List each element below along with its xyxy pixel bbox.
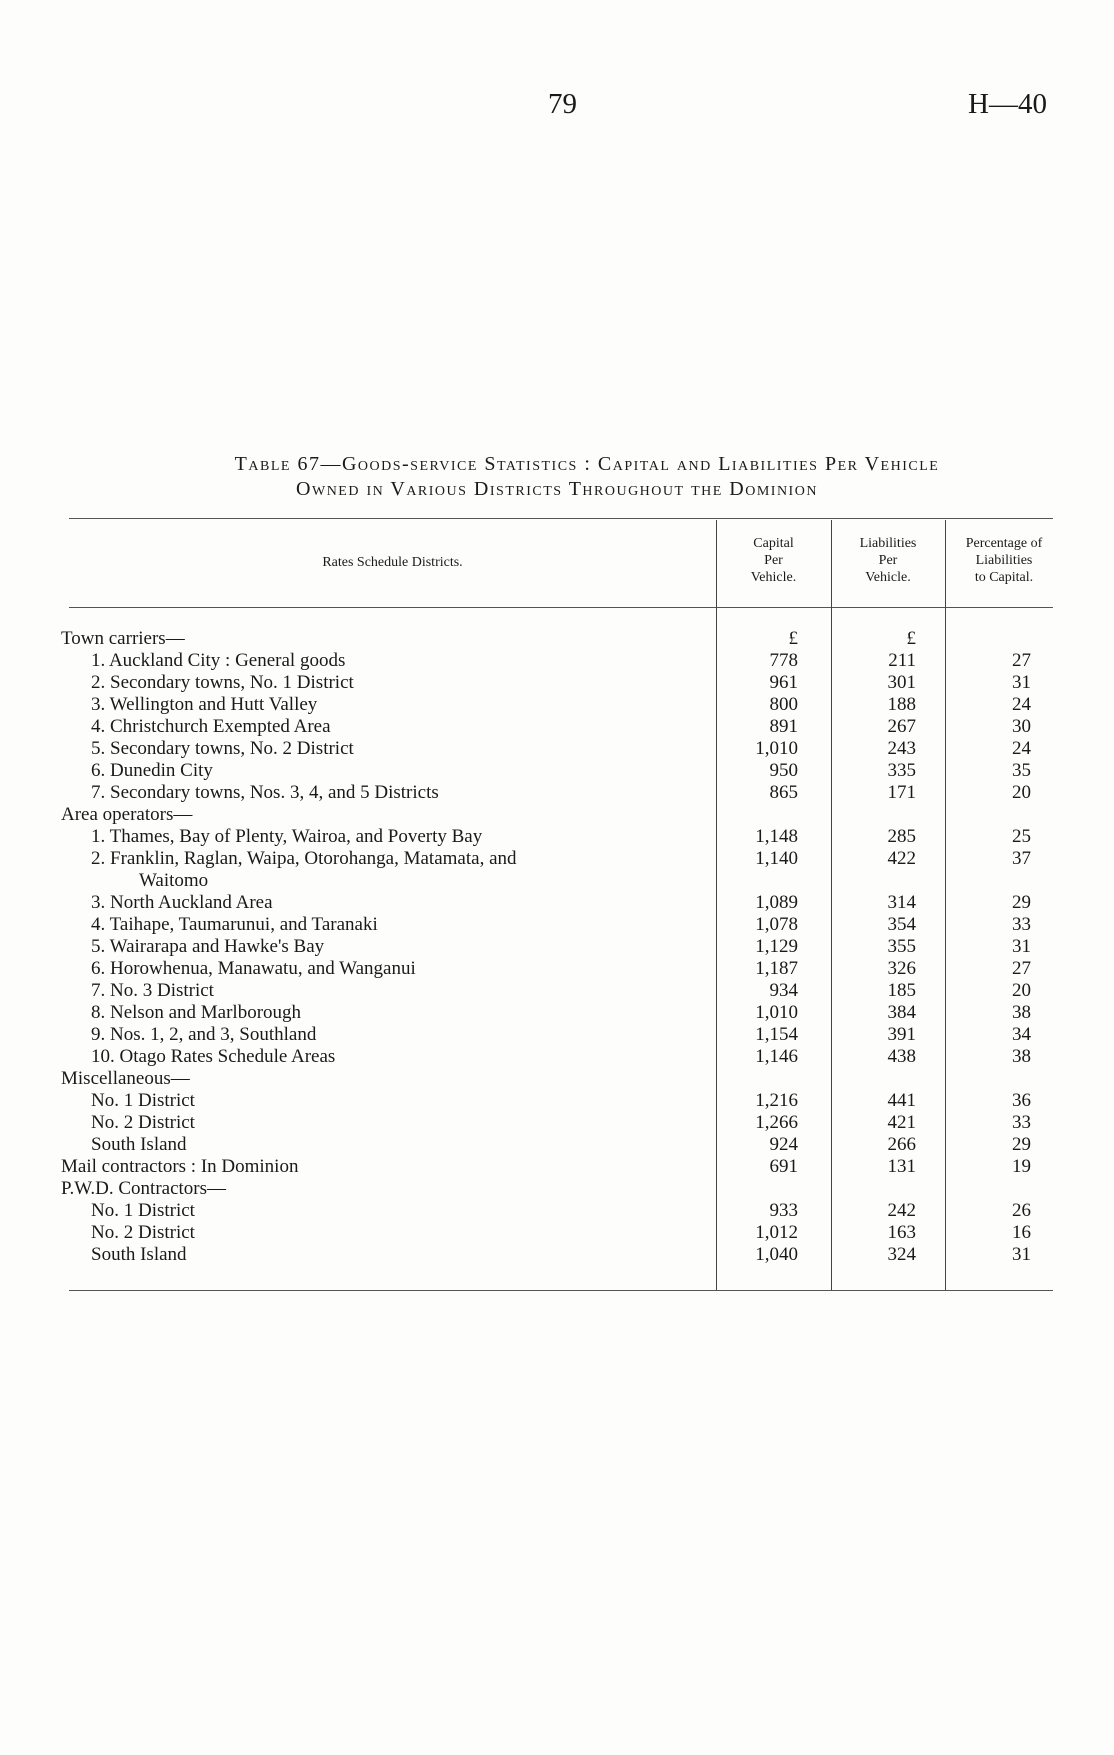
table-row [69,826,1053,848]
table-top-rule [69,518,1053,519]
percentage-value: 33 [1012,1112,1031,1133]
percentage-value: 36 [1012,1090,1031,1111]
row-label: 6. Dunedin City [91,760,213,781]
table-row [69,1134,1053,1156]
table-row [69,980,1053,1002]
row-label: 6. Horowhenua, Manawatu, and Wanganui [91,958,416,979]
liabilities-value: 422 [887,848,916,869]
title-line-2: Owned in Various Districts Throughout the Dominion [296,478,818,500]
liabilities-value: 438 [887,1046,916,1067]
header-text: Per [878,553,898,568]
table-row [69,848,1053,870]
liabilities-value: 301 [887,672,916,693]
title-line-1: Table 67—Goods-service Statistics : Capital and Liabilities Per Vehicle [234,453,940,475]
percentage-value: 38 [1012,1046,1031,1067]
table-row [69,870,1053,892]
percentage-value: 33 [1012,914,1031,935]
table-row [69,1024,1053,1046]
row-label: 5. Secondary towns, No. 2 District [91,738,354,759]
row-label: P.W.D. Contractors— [61,1178,227,1199]
row-label: 4. Taihape, Taumarunui, and Taranaki [91,914,378,935]
capital-value: 778 [769,650,798,671]
capital-value: 1,040 [755,1244,798,1265]
liabilities-value: 211 [888,650,916,671]
table-row [69,782,1053,804]
liabilities-value: 131 [887,1156,916,1177]
percentage-value: 34 [1012,1024,1031,1045]
page-number: 79 [548,88,577,120]
row-label: 3. Wellington and Hutt Valley [91,694,318,715]
row-label: No. 1 District [91,1090,195,1111]
row-label: 3. North Auckland Area [91,892,273,913]
table-row [69,1090,1053,1112]
table-row [61,628,1053,650]
table-row [69,716,1053,738]
percentage-value: 24 [1012,694,1031,715]
capital-value: 961 [769,672,798,693]
capital-value: 1,012 [755,1222,798,1243]
table-row [69,1112,1053,1134]
percentage-value: 29 [1012,1134,1031,1155]
header-bottom-rule [69,607,1053,608]
table-row [61,1068,1053,1090]
percentage-value: 19 [1012,1156,1031,1177]
row-label: 7. Secondary towns, Nos. 3, 4, and 5 Districts [91,782,439,803]
row-label: 7. No. 3 District [91,980,214,1001]
liabilities-value: 314 [887,892,916,913]
percentage-value: 26 [1012,1200,1031,1221]
liabilities-value: 324 [887,1244,916,1265]
liabilities-value: 421 [887,1112,916,1133]
capital-value: 865 [769,782,798,803]
percentage-value: 29 [1012,892,1031,913]
row-label: 2. Secondary towns, No. 1 District [91,672,354,693]
liabilities-value: 441 [887,1090,916,1111]
liabilities-value: 335 [887,760,916,781]
capital-value: 1,146 [755,1046,798,1067]
row-label: Area operators— [61,804,193,825]
capital-value: 1,266 [755,1112,798,1133]
table-body [61,628,1053,1266]
header-liabilities [831,535,945,586]
table-row [69,1046,1053,1068]
liabilities-value: 326 [887,958,916,979]
table-title [0,452,1114,502]
liabilities-value: 185 [887,980,916,1001]
percentage-value: 31 [1012,936,1031,957]
header-text: Vehicle. [865,570,911,585]
row-label: Miscellaneous— [61,1068,190,1089]
row-label: South Island [91,1134,187,1155]
row-label: Mail contractors : In Dominion [61,1156,299,1177]
percentage-value: 25 [1012,826,1031,847]
percentage-value: 31 [1012,672,1031,693]
percentage-value: 37 [1012,848,1031,869]
liabilities-value: 266 [887,1134,916,1155]
table-row [69,672,1053,694]
capital-value: 934 [769,980,798,1001]
header-text: Capital [753,536,794,551]
row-label: 1. Thames, Bay of Plenty, Wairoa, and Poverty Bay [91,826,483,847]
capital-value: 691 [769,1156,798,1177]
capital-value: 1,010 [755,1002,798,1023]
header-text: Vehicle. [750,570,797,585]
percentage-value: 20 [1012,782,1031,803]
capital-value: 1,010 [755,738,798,759]
table-row [69,738,1053,760]
header-capital [716,535,831,586]
liabilities-value: 188 [887,694,916,715]
row-label: Waitomo [139,870,209,891]
row-label: South Island [91,1244,187,1265]
header-text: Liabilities [975,553,1033,568]
table-row [69,936,1053,958]
header-text: to Capital. [974,570,1034,585]
table-row [69,914,1053,936]
capital-value: 891 [769,716,798,737]
capital-value: 1,154 [755,1024,798,1045]
table-row [69,760,1053,782]
capital-value: 1,089 [755,892,798,913]
header-text: Liabilities [859,536,917,551]
percentage-value: 35 [1012,760,1031,781]
liabilities-value: 171 [887,782,916,803]
liabilities-value: 267 [887,716,916,737]
percentage-value: 27 [1012,958,1031,979]
liabilities-value: 163 [887,1222,916,1243]
row-label: 10. Otago Rates Schedule Areas [91,1046,336,1067]
header-text: Per [764,553,783,568]
liabilities-value: 242 [887,1200,916,1221]
capital-value: 1,078 [755,914,798,935]
row-label: 1. Auckland City : General goods [91,650,346,671]
liabilities-value: 243 [887,738,916,759]
table-row [69,1200,1053,1222]
row-label: 9. Nos. 1, 2, and 3, Southland [91,1024,317,1045]
capital-value: 1,187 [755,958,798,979]
liabilities-value: 355 [887,936,916,957]
header-districts: Rates Schedule Districts. [322,555,463,570]
table-row [69,1002,1053,1024]
table-row [69,892,1053,914]
row-label: 5. Wairarapa and Hawke's Bay [91,936,325,957]
row-label: 4. Christchurch Exempted Area [91,716,331,737]
capital-value: 800 [769,694,798,715]
row-label: No. 1 District [91,1200,195,1221]
header-percentage [945,535,1063,586]
percentage-value: 24 [1012,738,1031,759]
table-bottom-rule [69,1290,1053,1291]
percentage-value: 20 [1012,980,1031,1001]
row-label: No. 2 District [91,1222,195,1243]
percentage-value: 38 [1012,1002,1031,1023]
table-row [61,1156,1053,1178]
table-row [69,694,1053,716]
row-label: 2. Franklin, Raglan, Waipa, Otorohanga, Matamata, and [91,848,517,869]
capital-value: 1,216 [755,1090,798,1111]
row-label: Town carriers— [61,628,185,649]
table-row [69,650,1053,672]
capital-value: 950 [769,760,798,781]
table-row [61,1178,1053,1200]
table-row [69,1244,1053,1266]
percentage-value: 16 [1012,1222,1031,1243]
capital-value: 1,148 [755,826,798,847]
page-reference: H—40 [968,88,1047,120]
capital-value: 933 [769,1200,798,1221]
table-row [61,804,1053,826]
liabilities-value: 384 [887,1002,916,1023]
capital-unit: £ [788,628,798,649]
capital-value: 1,140 [755,848,798,869]
liabilities-value: 285 [887,826,916,847]
row-label: 8. Nelson and Marlborough [91,1002,302,1023]
percentage-value: 31 [1012,1244,1031,1265]
liabilities-unit: £ [906,628,916,649]
row-label: No. 2 District [91,1112,195,1133]
liabilities-value: 354 [887,914,916,935]
percentage-value: 30 [1012,716,1031,737]
liabilities-value: 391 [887,1024,916,1045]
header-text: Percentage of [965,536,1043,551]
table-row [69,1222,1053,1244]
table-row [69,958,1053,980]
percentage-value: 27 [1012,650,1031,671]
capital-value: 924 [769,1134,798,1155]
capital-value: 1,129 [755,936,798,957]
